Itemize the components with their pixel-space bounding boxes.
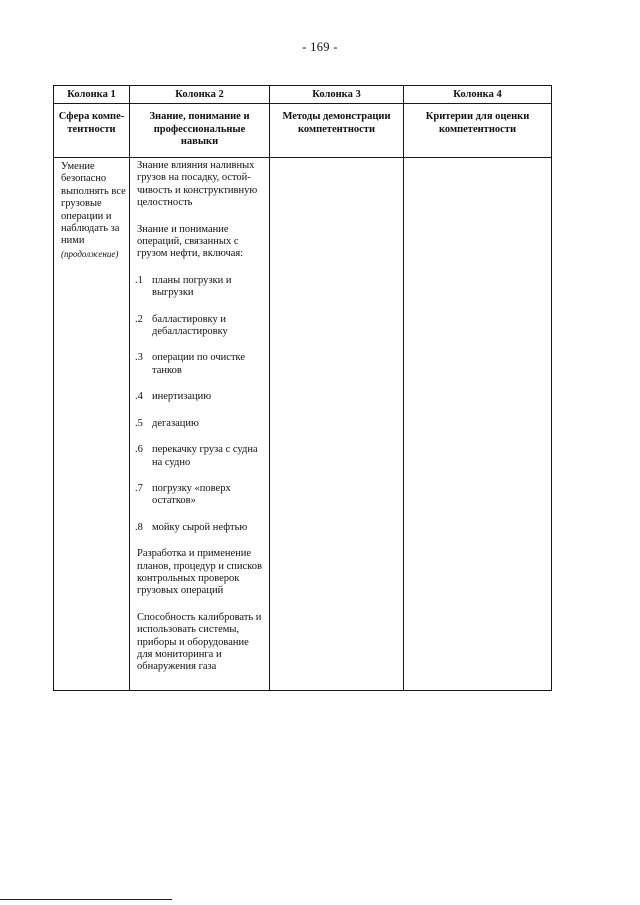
list-item [135,444,265,469]
subheader-methods-text: Методы демонстрации компетентности [282,111,391,135]
footer-divider [0,899,172,900]
knowledge-paragraph-1: Знание влияния наливных грузов на посадку, остой- чивость и конструктивную целостность [137,160,258,209]
list-item-number: .7 [135,482,143,494]
criteria-cell [404,158,552,691]
list-item-text: планы погрузки и выгрузки [152,274,232,299]
list-item [135,483,265,508]
list-item-text: балластировку и дебалластировку [152,313,228,338]
list-item [135,391,265,403]
column-header-2: Колонка 2 [130,86,270,104]
list-item [135,314,265,339]
subheader-criteria [404,104,552,158]
subheader-competence-area [54,104,130,158]
subheader-knowledge [130,104,270,158]
column-header-row [54,86,552,104]
column-header-4: Колонка 4 [404,86,552,104]
knowledge-paragraph-2: Знание и понимание операций, связанных с грузом нефти, включая: [137,223,244,260]
list-item-number: .2 [135,313,143,325]
subheader-methods [270,104,404,158]
page-number: - 169 - [302,40,338,54]
list-item-text: дегазацию [152,417,199,429]
table-row [54,158,552,691]
competence-table [53,85,552,691]
list-item-number: .8 [135,521,143,533]
knowledge-cell [130,158,270,691]
subheader-competence-area-text: Сфера компе- тентности [58,111,125,135]
methods-cell [270,158,404,691]
subheader-knowledge-text: Знание, понимание и профессиональные навыки [149,111,250,147]
list-item-number: .3 [135,352,143,364]
list-item [135,275,265,300]
list-item-number: .4 [135,391,143,403]
list-item-text: операции по очистке танков [152,352,246,376]
list-item [135,522,265,534]
list-item-number: .6 [135,444,143,456]
list-item-text: перекачку груза с судна на судно [152,444,258,468]
subheader-criteria-text: Критерии для оценки компетентности [425,111,530,135]
continuation-note: (продолжение) [61,248,119,259]
list-item-number: .1 [135,274,143,286]
competence-area-text: Умение безопасно выполнять все грузовые операции и наблюдать за ними [61,161,126,247]
list-item [135,418,265,430]
competence-area-cell [54,158,130,691]
column-header-3: Колонка 3 [270,86,404,104]
knowledge-paragraph-3: Разработка и применение планов, процедур и списков контрольных проверок грузовых операций [137,548,262,597]
list-item-text: инертизацию [152,391,212,403]
subheader-row [54,104,552,158]
column-header-1: Колонка 1 [54,86,130,104]
list-item-text: погрузку «поверх остатков» [152,482,231,507]
list-item-text: мойку сырой нефтью [152,521,248,533]
list-item [135,352,265,377]
knowledge-paragraph-4: Способность калибровать и использовать системы, приборы и оборудование для мониторинга и обнаружения газа [137,611,262,673]
list-item-number: .5 [135,417,143,429]
